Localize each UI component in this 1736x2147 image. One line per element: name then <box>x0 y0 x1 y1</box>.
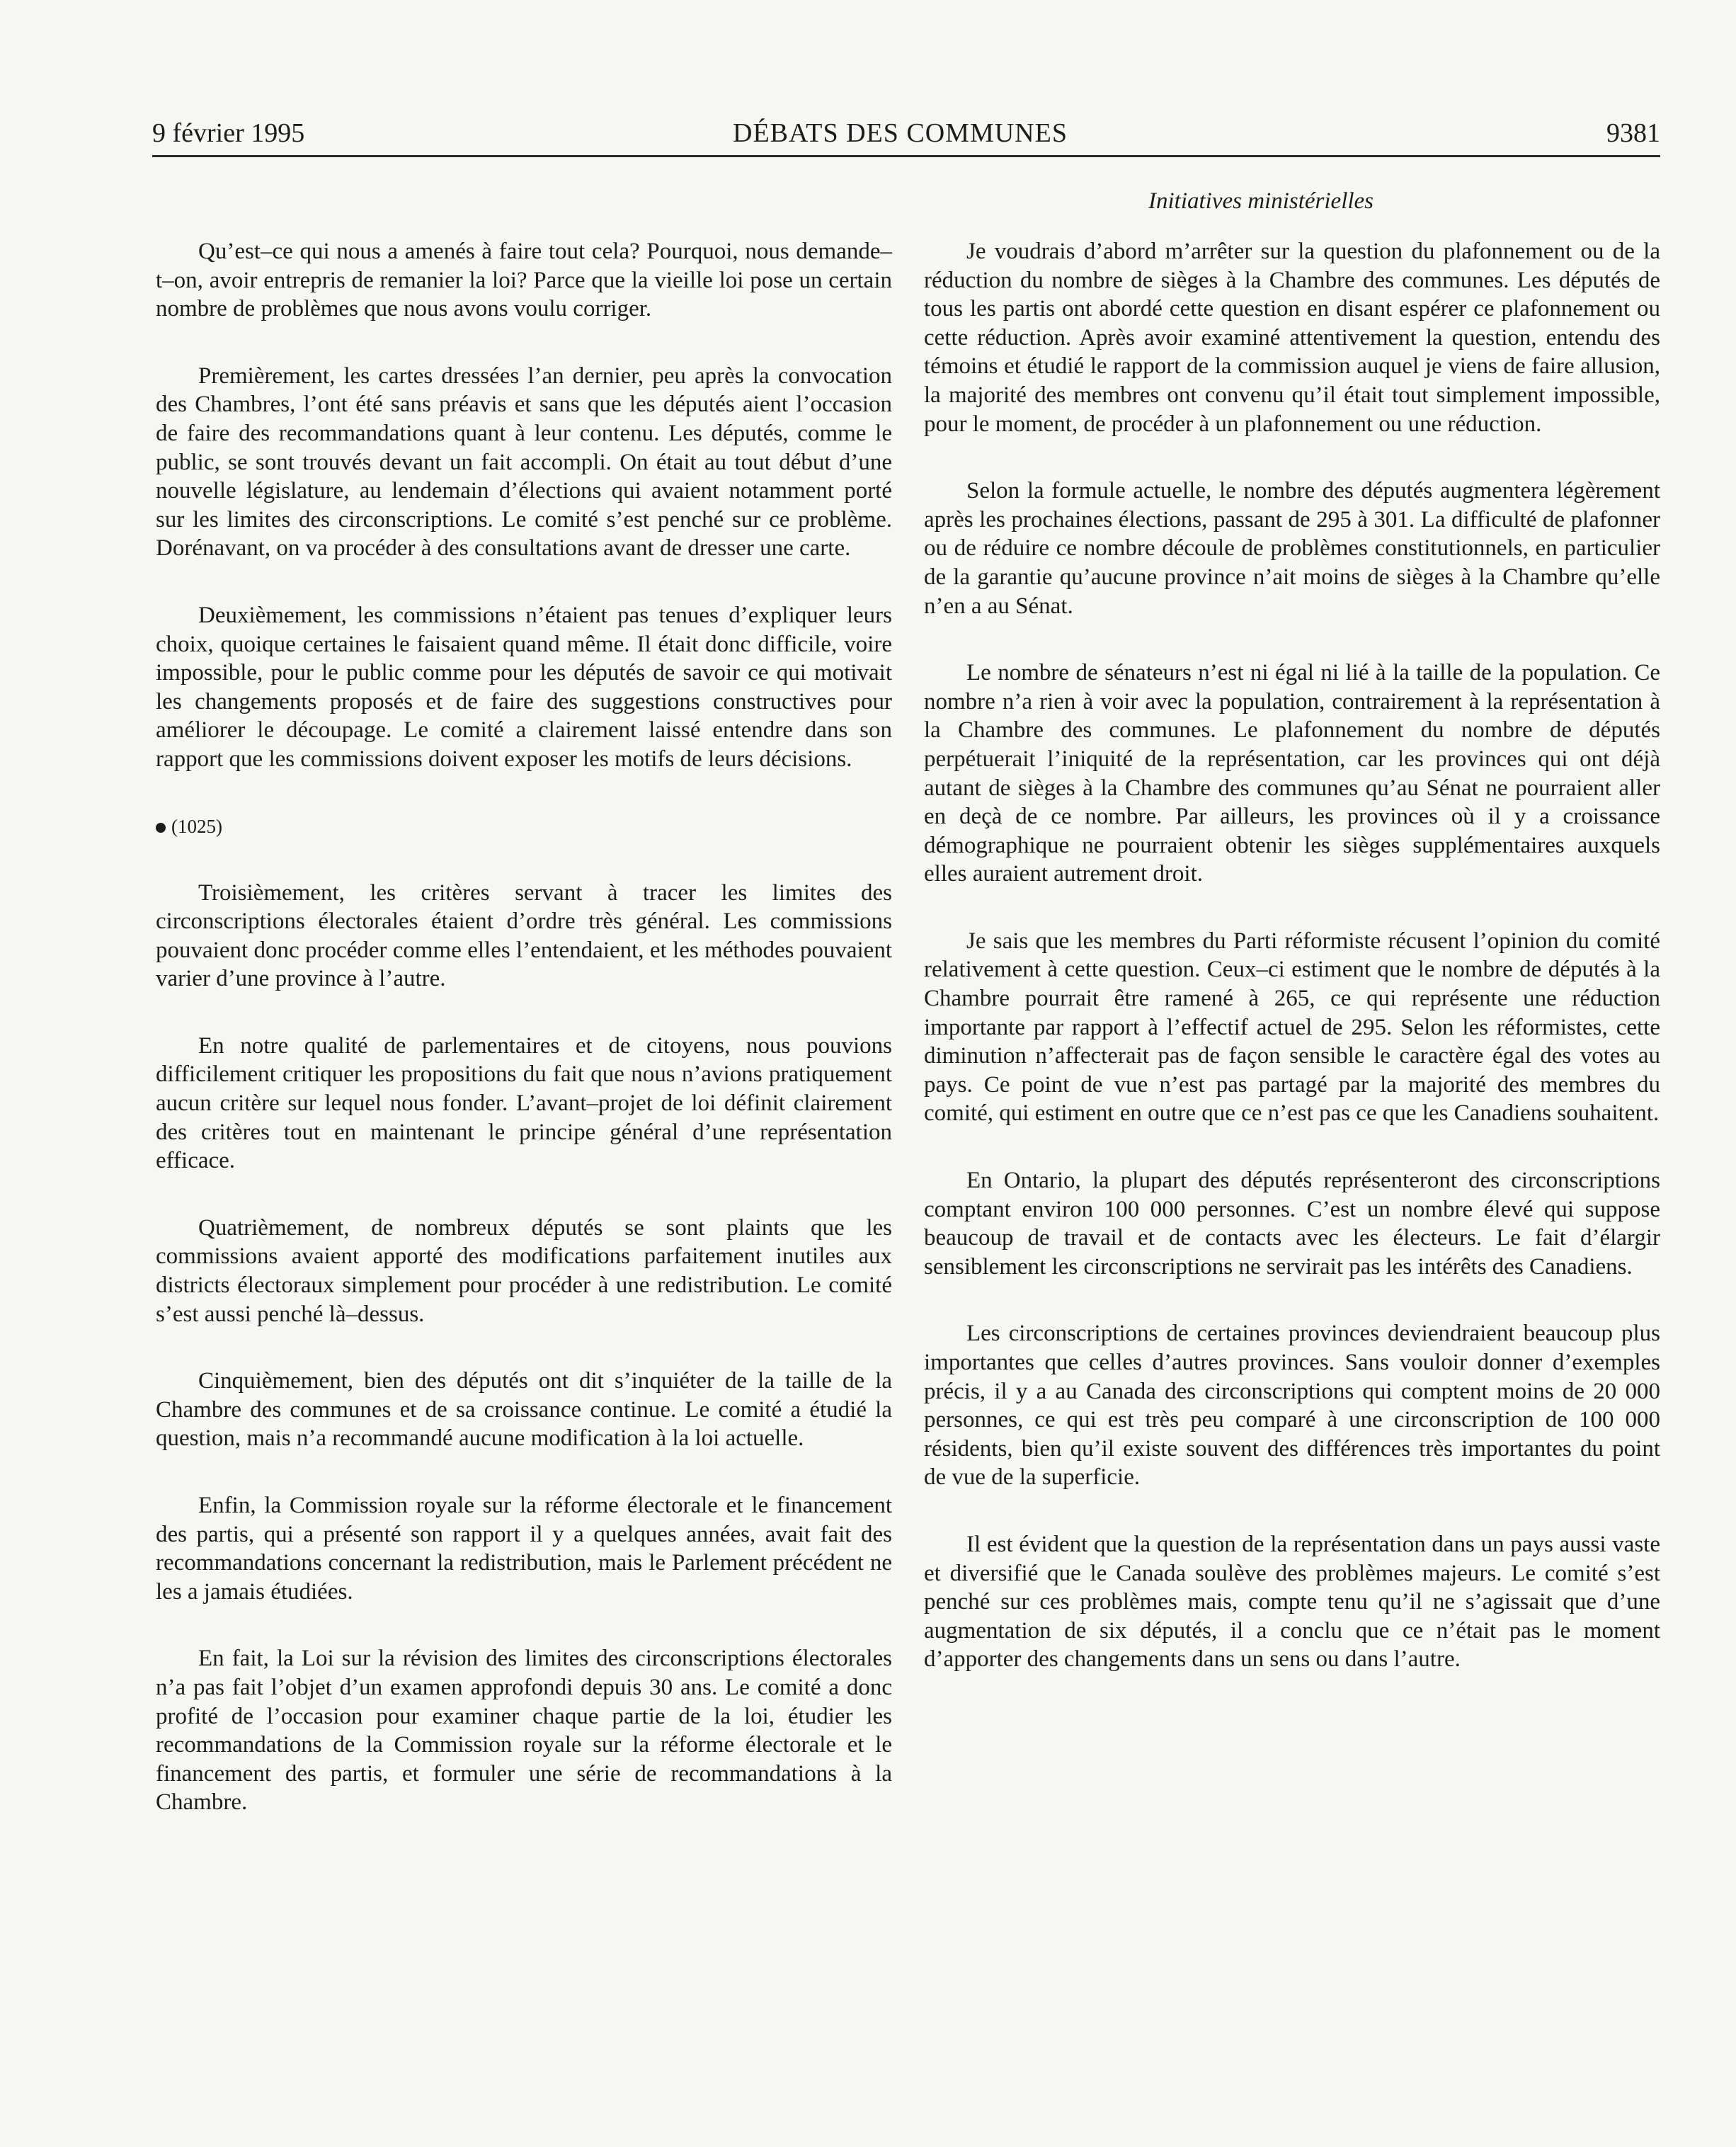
paragraph: Il est évident que la question de la représentation dans un pays aussi vaste et diversifié que le Canada soulève des problèmes majeurs. Le comité s’est penché sur ces problèmes mais, compte tenu qu’il ne s’agissait que d’une augmentation de six députés, il a conclu que ce n’était pas le moment d’apporter des changements dans un sens ou dans l’autre. <box>924 1531 1660 1673</box>
paragraph: En Ontario, la plupart des députés représenteront des circonscriptions comptant environ 100 000 personnes. C’est un nombre élevé qui suppose beaucoup de travail et de contacts avec les électeurs. Le fait d’élargir sensiblement les circonscriptions ne servirait pas les intérêts des Canadiens. <box>924 1168 1660 1280</box>
paragraph: Je sais que les membres du Parti réformiste récusent l’opinion du comité relativement à cette question. Ceux–ci estiment que le nombre de députés à la Chambre pourrait être ramené à 265, ce qui représente une réduction importante par rapport à l’effectif actuel de 295. Selon les réformistes, cette diminution n’affecterait pas de façon sensible le caractère égal des votes au pays. Ce point de vue n’est pas partagé par la majorité des membres du comité, qui estiment en outre que ce n’est pas ce que les Canadiens souhaitent. <box>924 928 1660 1127</box>
paragraph: Les circonscriptions de certaines provinces deviendraient beaucoup plus importantes que celles d’autres provinces. Sans vouloir donner d’exemples précis, il y a au Canada des circonscriptions qui comptent moins de 20 000 personnes, ce qui est très peu comparé à une circonscription de 100 000 résidents, bien qu’il existe souvent des différences très importantes du point de vue de la superficie. <box>924 1321 1660 1491</box>
paragraph: Le nombre de sénateurs n’est ni égal ni lié à la taille de la population. Ce nombre n’a rien à voir avec la population, contrairement à la représentation à la Chambre des communes. Le plafonnement du nombre de députés perpétuerait l’iniquité de la représentation, car les provinces qui ont déjà autant de sièges à la Chambre des communes qu’au Sénat ne pourraient aller en deçà de ce nombre. Par ailleurs, les provinces où il y a croissance démographique ne pourraient obtenir les sièges supplémentaires auxquels elles auraient autrement droit. <box>924 660 1660 887</box>
paragraph: En notre qualité de parlementaires et de citoyens, nous pouvions difficilement critiquer les propositions du fait que nous n’avions pratiquement aucun critère sur lequel nous fonder. L’avant–projet de loi définit clairement des critères tout en maintenant le principe général d’une représentation efficace. <box>156 1032 892 1174</box>
paragraph: En fait, la Loi sur la révision des limites des circonscriptions électorales n’a pas fait l’objet d’un examen approfondi depuis 30 ans. Le comité a donc profité de l’occasion pour examiner chaque partie de la loi, étudier les recommandations de la Commission royale sur la réforme électorale et le financement des partis, et formuler une série de recommandations à la Chambre. <box>156 1646 892 1816</box>
bullet-icon <box>156 823 166 833</box>
paragraph: Quatrièmement, de nombreux députés se sont plaints que les commissions avaient apporté des modifications parfaitement inutiles aux districts électoraux simplement pour procéder à une redistribution. Le comité s’est aussi penché là–dessus. <box>156 1214 892 1327</box>
running-header <box>152 112 1660 154</box>
paragraph: Cinquièmement, bien des députés ont dit s’inquiéter de la taille de la Chambre des communes et de sa croissance continue. Le comité a étudié la question, mais n’a recommandé aucune modification à la loi actuelle. <box>156 1368 892 1452</box>
paragraph: Selon la formule actuelle, le nombre des députés augmentera légèrement après les prochaines élections, passant de 295 à 301. La difficulté de plafonner ou de réduire ce nombre découle de problèmes constitutionnels, en particulier de la garantie qu’aucune province n’ait moins de sièges à la Chambre qu’elle n’en a au Sénat. <box>924 478 1660 619</box>
paragraph: Je voudrais d’abord m’arrêter sur la question du plafonnement ou de la réduction du nombre de sièges à la Chambre des communes. Les députés de tous les partis ont abordé cette question en disant espérer ce plafonnement ou cette réduction. Après avoir examiné attentivement la question, entendu des témoins et étudié le rapport de la commission auquel je viens de faire allusion, la majorité des membres ont convenu qu’il était tout simplement impossible, pour le moment, de procéder à un plafonnement ou une réduction. <box>924 239 1660 437</box>
header-rule <box>152 155 1660 157</box>
paragraph: Enfin, la Commission royale sur la réforme électorale et le financement des partis, qui a présenté son rapport il y a quelques années, avait fait des recommandations concernant la redistribution, mais le Parlement précédent ne les a jamais étudiées. <box>156 1493 892 1605</box>
header-journal-title: DÉBATS DES COMMUNES <box>733 118 1068 148</box>
left-column <box>156 237 892 1855</box>
header-date: 9 février 1995 <box>152 118 305 148</box>
paragraph: Deuxièmement, les commissions n’étaient pas tenues d’expliquer leurs choix, quoique certaines le faisaient quand même. Il était donc difficile, voire impossible, pour le public comme pour les députés de savoir ce qui motivait les changements proposés et de faire des suggestions constructives pour améliorer le découpage. Le comité a clairement laissé entendre dans son rapport que les commissions doivent exposer les motifs de leurs décisions. <box>156 602 892 772</box>
right-column <box>924 237 1660 1712</box>
paragraph: Qu’est–ce qui nous a amenés à faire tout cela? Pourquoi, nous demande–t–on, avoir entrepris de remanier la loi? Parce que la vieille loi pose un certain nombre de problèmes que nous avons voulu corriger. <box>156 239 892 322</box>
time-marker <box>156 812 892 841</box>
time-marker-text: (1025) <box>171 815 222 837</box>
section-label: Initiatives ministérielles <box>1148 188 1374 214</box>
paragraph: Troisièmement, les critères servant à tracer les limites des circonscriptions électorales étaient d’ordre très général. Les commissions pouvaient donc procéder comme elles l’entendaient, et les méthodes pouvaient varier d’une province à l’autre. <box>156 879 892 992</box>
paragraph: Premièrement, les cartes dressées l’an dernier, peu après la convocation des Chambres, l’ont été sans préavis et sans que les députés aient l’occasion de faire des recommandations quant à leur contenu. Les députés, comme le public, se sont trouvés devant un fait accompli. On était au tout début d’une nouvelle législature, au lendemain d’élections qui avaient notamment porté sur les limites des circonscriptions. Le comité s’est penché sur ce problème. Dorénavant, on va procéder à des consultations avant de dresser une carte. <box>156 363 892 562</box>
header-page-number: 9381 <box>1606 118 1660 148</box>
